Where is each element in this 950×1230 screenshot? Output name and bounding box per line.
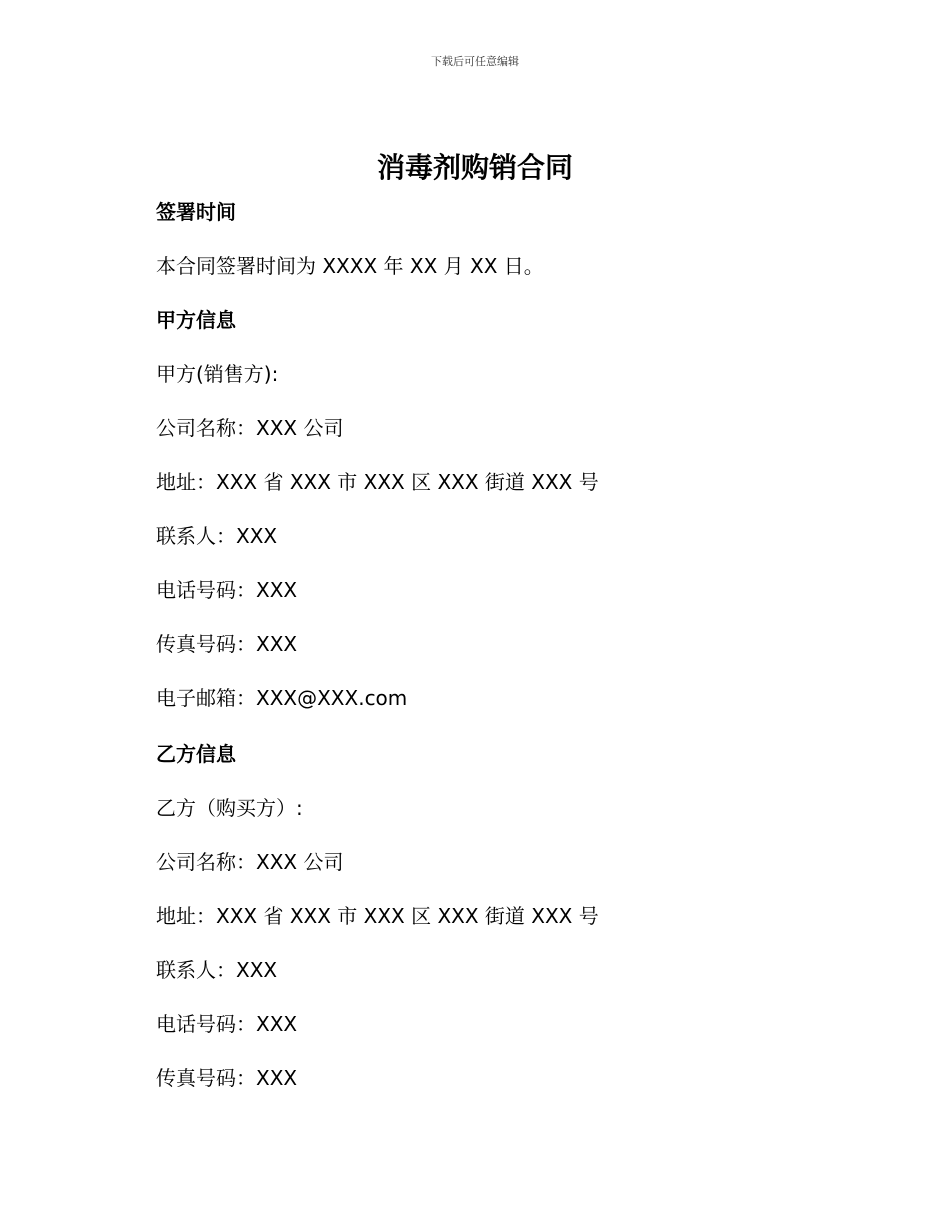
- party-b-role: 乙方（购买方）:: [156, 796, 303, 820]
- party-b-contact: 联系人：XXX: [156, 958, 278, 982]
- signing-heading: 签署时间: [156, 200, 236, 224]
- party-a-email: 电子邮箱：XXX@XXX.com: [156, 686, 408, 710]
- party-a-phone: 电话号码：XXX: [156, 578, 298, 602]
- signing-text: 本合同签署时间为 XXXX 年 XX 月 XX 日。: [156, 254, 544, 278]
- party-b-heading: 乙方信息: [156, 742, 236, 766]
- party-b-address: 地址：XXX 省 XXX 市 XXX 区 XXX 街道 XXX 号: [156, 904, 599, 928]
- party-a-contact: 联系人：XXX: [156, 524, 278, 548]
- party-b-fax: 传真号码：XXX: [156, 1066, 298, 1090]
- party-b-company: 公司名称：XXX 公司: [156, 850, 344, 874]
- document-title: 消毒剂购销合同: [376, 151, 573, 184]
- party-a-company: 公司名称：XXX 公司: [156, 416, 344, 440]
- page-header: 下载后可任意编辑: [431, 55, 519, 68]
- party-a-role: 甲方(销售方):: [156, 362, 279, 386]
- party-a-heading: 甲方信息: [156, 308, 236, 332]
- party-a-fax: 传真号码：XXX: [156, 632, 298, 656]
- party-a-address: 地址：XXX 省 XXX 市 XXX 区 XXX 街道 XXX 号: [156, 470, 599, 494]
- party-b-phone: 电话号码：XXX: [156, 1012, 298, 1036]
